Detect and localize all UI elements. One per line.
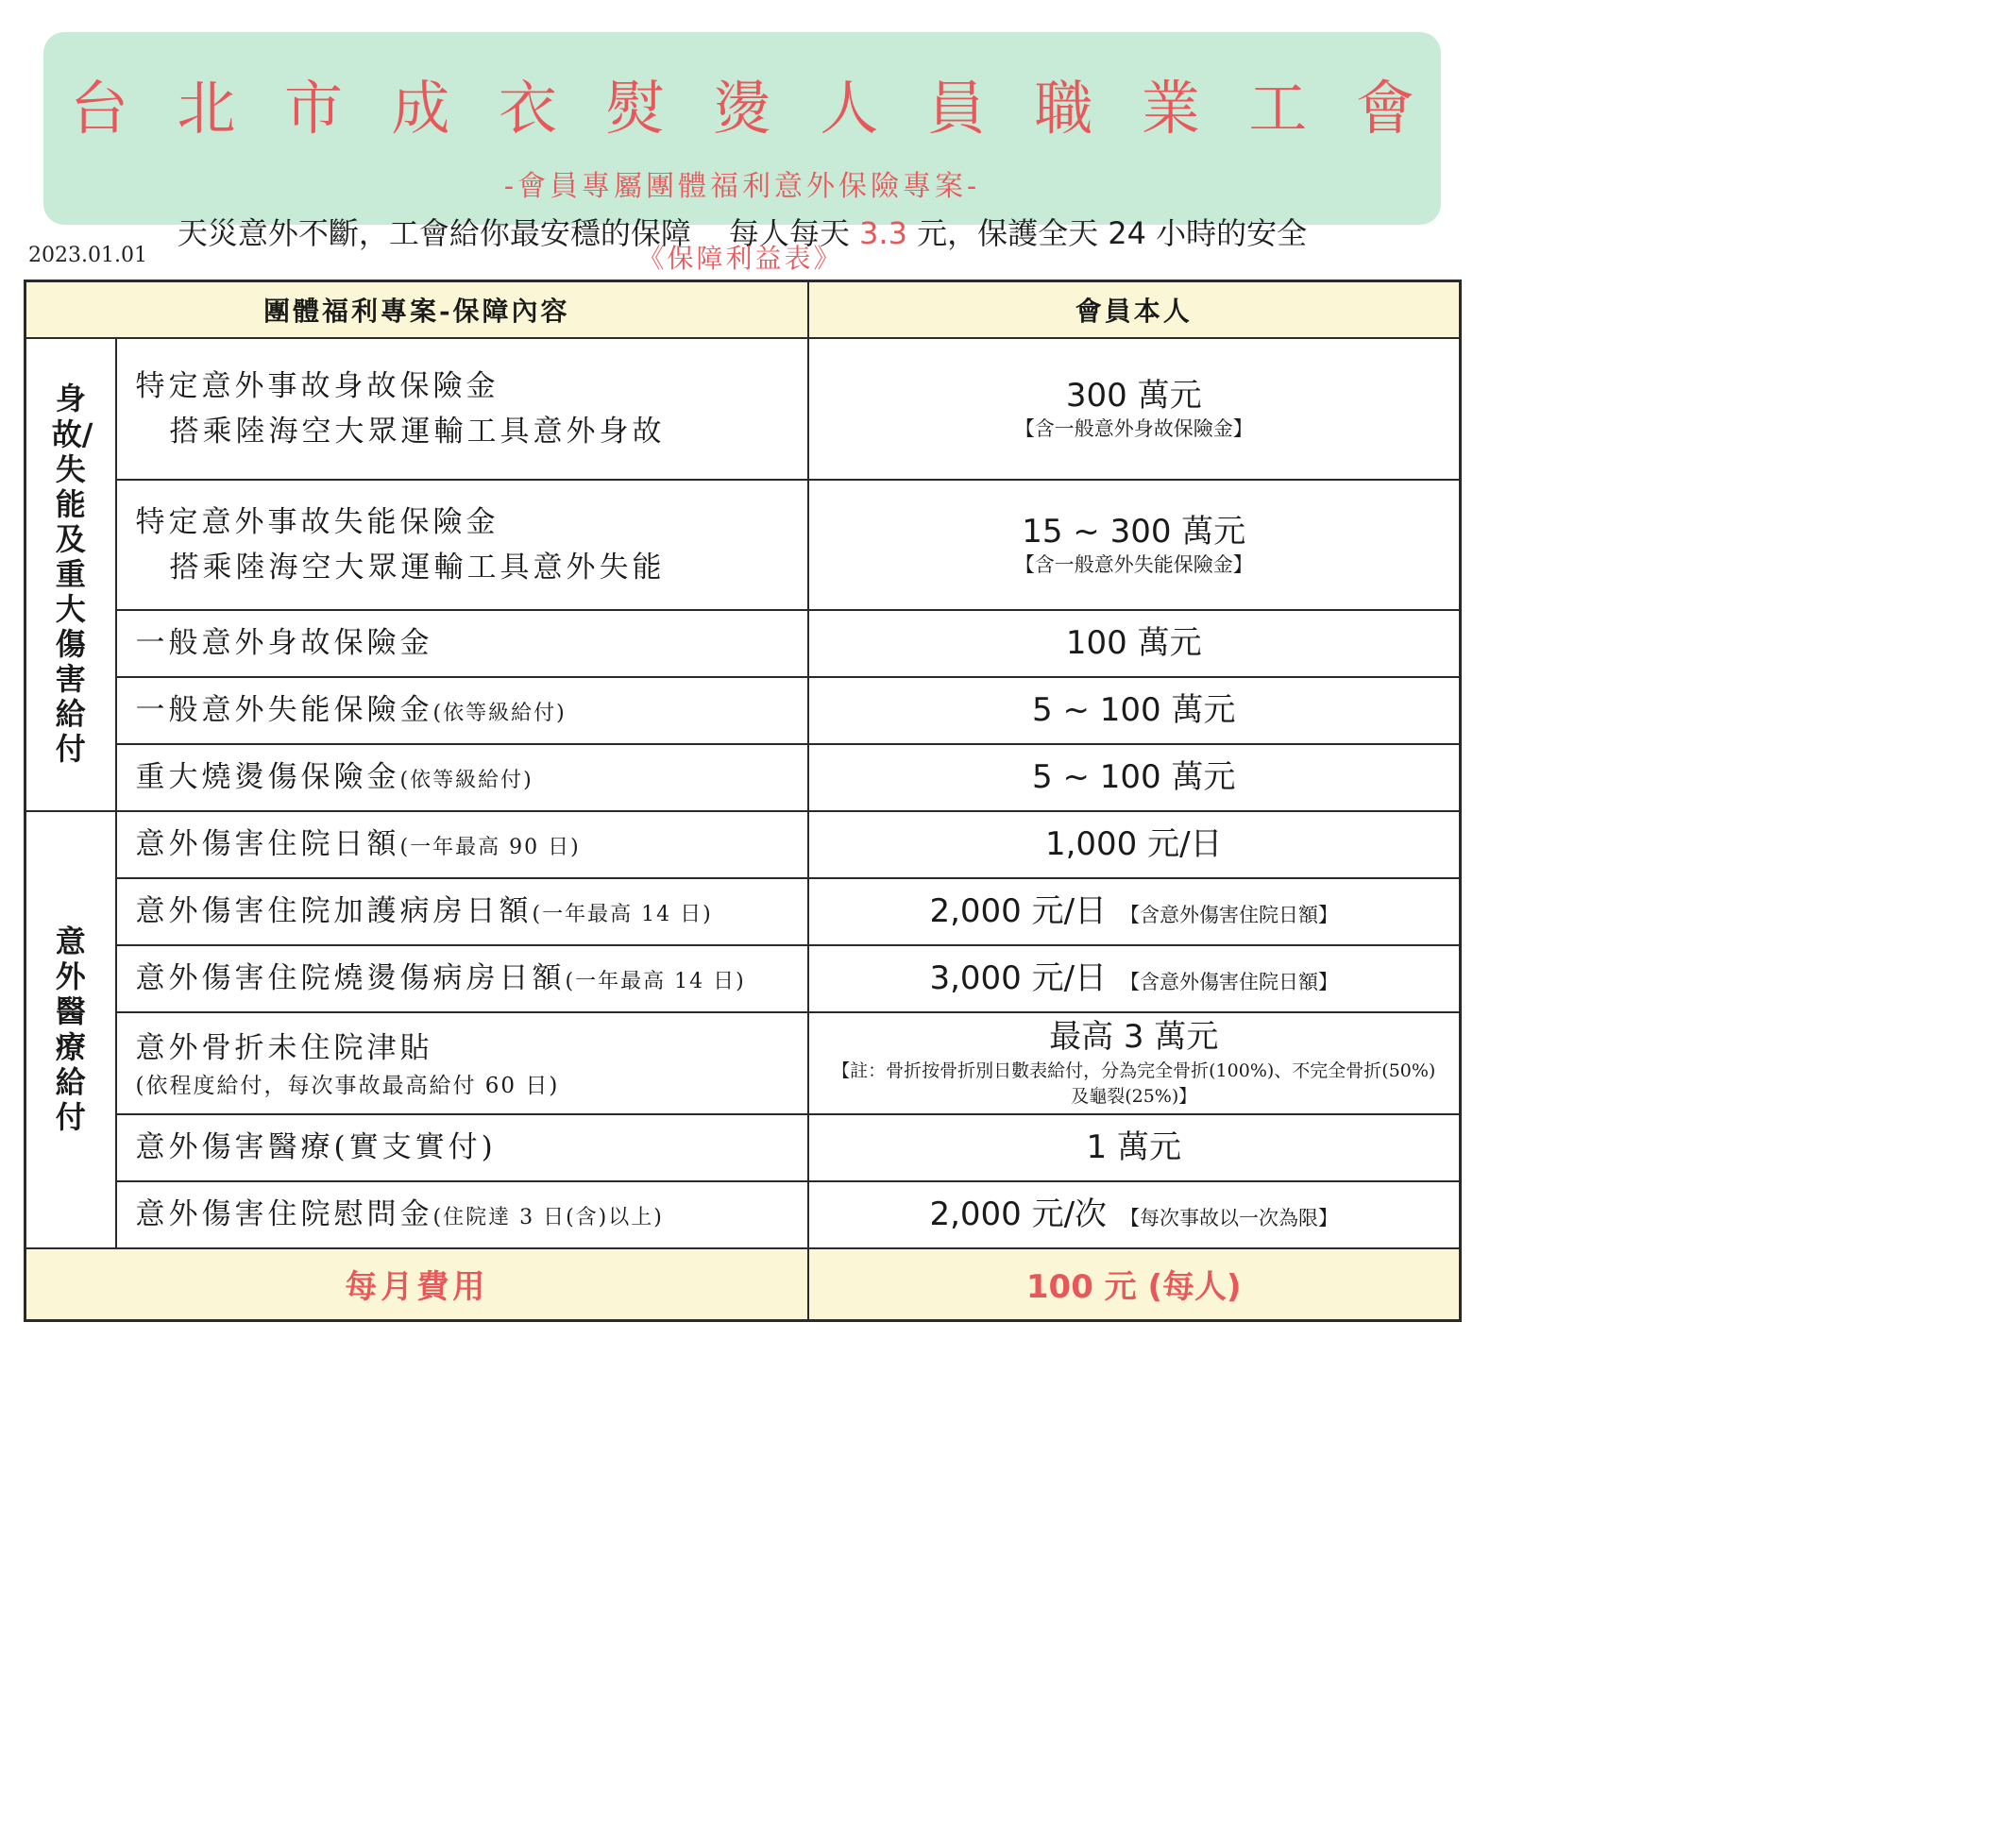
table-row	[25, 811, 1461, 878]
table-row	[25, 1181, 1461, 1248]
value-cell: 3,000 元/日 【含意外傷害住院日額】	[808, 945, 1461, 1012]
union-name	[43, 74, 1441, 143]
value-cell: 5 ~ 100 萬元	[808, 677, 1461, 744]
category-death-disability: 身故/失能及重大傷害給付	[25, 338, 116, 811]
value-cell: 5 ~ 100 萬元	[808, 744, 1461, 811]
benefits-table	[24, 280, 1462, 1322]
item-cell: 特定意外事故身故保險金 搭乘陸海空大眾運輸工具意外身故	[116, 338, 808, 480]
col-header-member: 會員本人	[808, 281, 1461, 339]
item-cell: 一般意外失能保險金(依等級給付)	[116, 677, 808, 744]
value-cell: 最高 3 萬元 【註：骨折按骨折別日數表給付，分為完全骨折(100%)、不完全骨折(50%)及龜裂(25%)】	[808, 1012, 1461, 1114]
union-name-char: 市	[283, 74, 343, 143]
item-cell: 特定意外事故失能保險金 搭乘陸海空大眾運輸工具意外失能	[116, 480, 808, 610]
value-cell: 2,000 元/日 【含意外傷害住院日額】	[808, 878, 1461, 945]
table-row	[25, 1114, 1461, 1181]
union-name-char: 熨	[605, 74, 665, 143]
union-name-char: 燙	[712, 74, 771, 143]
slogan-part2: 每人每天	[728, 215, 850, 251]
item-cell: 意外傷害醫療(實支實付)	[116, 1114, 808, 1181]
table-row	[25, 744, 1461, 811]
table-row	[25, 610, 1461, 677]
value-cell: 300 萬元 【含一般意外身故保險金】	[808, 338, 1461, 480]
value-cell: 15 ~ 300 萬元 【含一般意外失能保險金】	[808, 480, 1461, 610]
value-cell: 1 萬元	[808, 1114, 1461, 1181]
col-header-coverage: 團體福利專案-保障內容	[25, 281, 808, 339]
union-name-char: 會	[1355, 74, 1414, 143]
value-cell: 2,000 元/次 【每次事故以一次為限】	[808, 1181, 1461, 1248]
union-name-char: 業	[1141, 74, 1200, 143]
table-row	[25, 878, 1461, 945]
monthly-fee-value: 100 元 (每人)	[808, 1248, 1461, 1320]
item-cell: 意外傷害住院慰問金(住院達 3 日(含)以上)	[116, 1181, 808, 1248]
table-row	[25, 945, 1461, 1012]
table-row	[25, 677, 1461, 744]
union-name-char: 員	[926, 74, 986, 143]
document-date: 2023.01.01	[28, 244, 147, 267]
union-name-char: 人	[820, 74, 879, 143]
slogan-part3: 元，保護全天 24 小時的安全	[917, 215, 1308, 251]
subtitle: -會員專屬團體福利意外保險專案-	[503, 170, 981, 203]
item-cell: 重大燒燙傷保險金(依等級給付)	[116, 744, 808, 811]
table-row	[25, 338, 1461, 480]
union-name-char: 職	[1034, 74, 1093, 143]
item-cell: 意外骨折未住院津貼 (依程度給付，每次事故最高給付 60 日)	[116, 1012, 808, 1114]
item-cell: 一般意外身故保險金	[116, 610, 808, 677]
union-name-char: 台	[70, 74, 129, 143]
table-header-row	[25, 281, 1461, 339]
value-cell: 100 萬元	[808, 610, 1461, 677]
monthly-fee-row	[25, 1248, 1461, 1320]
category-medical: 意外醫療給付	[25, 811, 116, 1248]
table-row	[25, 1012, 1461, 1114]
item-cell: 意外傷害住院加護病房日額(一年最高 14 日)	[116, 878, 808, 945]
table-title: 《保障利益表》	[637, 243, 843, 274]
item-cell: 意外傷害住院日額(一年最高 90 日)	[116, 811, 808, 878]
union-name-char: 成	[391, 74, 450, 143]
slogan-part1: 天災意外不斷，工會給你最安穩的保障	[177, 215, 691, 251]
union-name-char: 工	[1248, 74, 1308, 143]
union-name-char: 北	[177, 74, 236, 143]
monthly-fee-label: 每月費用	[25, 1248, 808, 1320]
item-cell: 意外傷害住院燒燙傷病房日額(一年最高 14 日)	[116, 945, 808, 1012]
header-banner	[43, 32, 1441, 251]
slogan-price: 3.3	[859, 215, 907, 251]
union-name-char: 衣	[498, 74, 557, 143]
value-cell: 1,000 元/日	[808, 811, 1461, 878]
table-row	[25, 480, 1461, 610]
